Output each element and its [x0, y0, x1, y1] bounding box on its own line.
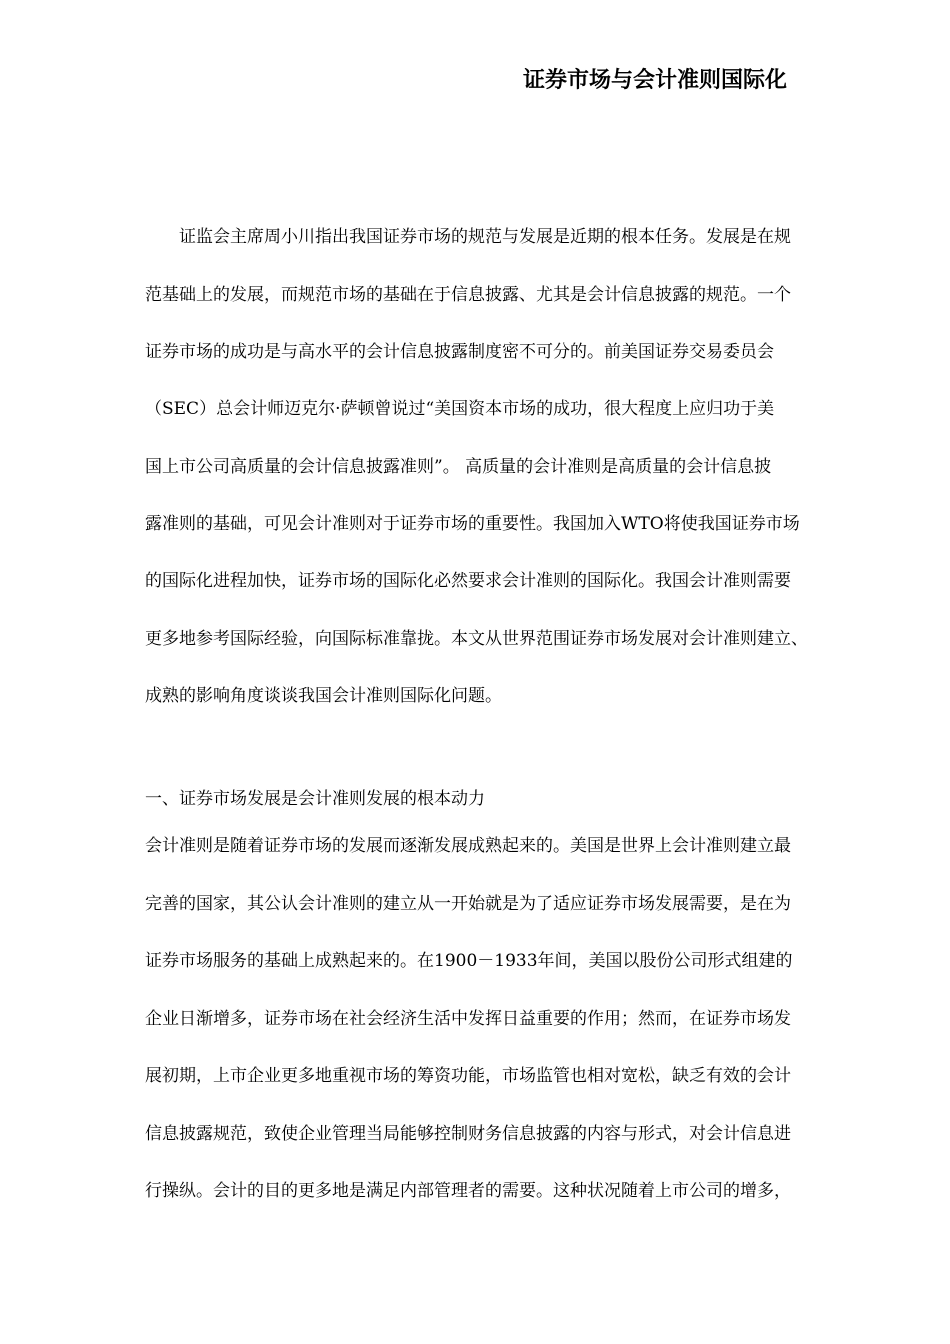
section-paragraph-line: 证券市场服务的基础上成熟起来的。在1900－1933年间，美国以股份公司形式组建的 — [145, 951, 793, 971]
intro-paragraph-line: （SEC）总会计师迈克尔·萨顿曾说过“美国资本市场的成功，很大程度上应归功于美 — [145, 399, 775, 419]
section-paragraph-line: 完善的国家，其公认会计准则的建立从一开始就是为了适应证券市场发展需要，是在为 — [145, 894, 791, 914]
section-paragraph-line: 行操纵。会计的目的更多地是满足内部管理者的需要。这种状况随着上市公司的增多， — [145, 1181, 791, 1201]
section-heading: 一、证券市场发展是会计准则发展的根本动力 — [145, 789, 485, 809]
intro-paragraph-line: 的国际化进程加快，证券市场的国际化必然要求会计准则的国际化。我国会计准则需要 — [145, 571, 791, 591]
section-paragraph-line: 展初期，上市企业更多地重视市场的筹资功能，市场监管也相对宽松，缺乏有效的会计 — [145, 1066, 791, 1086]
section-paragraph-line: 企业日渐增多，证券市场在社会经济生活中发挥日益重要的作用；然而，在证券市场发 — [145, 1009, 791, 1029]
document-title-text: 证券市场与会计准则国际化 — [522, 67, 787, 93]
intro-paragraph-line: 证券市场的成功是与高水平的会计信息披露制度密不可分的。前美国证券交易委员会 — [145, 342, 774, 362]
intro-paragraph-line: 证监会主席周小川指出我国证券市场的规范与发展是近期的根本任务。发展是在规 — [145, 227, 791, 247]
intro-paragraph-line: 更多地参考国际经验，向国际标准靠拢。本文从世界范围证券市场发展对会计准则建立、 — [145, 629, 808, 649]
intro-paragraph-line: 范基础上的发展，而规范市场的基础在于信息披露、尤其是会计信息披露的规范。一个 — [145, 285, 791, 305]
intro-paragraph-line: 国上市公司高质量的会计信息披露准则”。 高质量的会计准则是高质量的会计信息披 — [145, 457, 772, 477]
intro-paragraph-line: 成熟的影响角度谈谈我国会计准则国际化问题。 — [145, 686, 502, 706]
document-title — [0, 60, 950, 100]
intro-paragraph-line: 露准则的基础，可见会计准则对于证券市场的重要性。我国加入WTO将使我国证券市场 — [145, 514, 800, 534]
section-paragraph-line: 信息披露规范，致使企业管理当局能够控制财务信息披露的内容与形式，对会计信息进 — [145, 1124, 791, 1144]
section-paragraph-line: 会计准则是随着证券市场的发展而逐渐发展成熟起来的。美国是世界上会计准则建立最 — [145, 836, 791, 856]
